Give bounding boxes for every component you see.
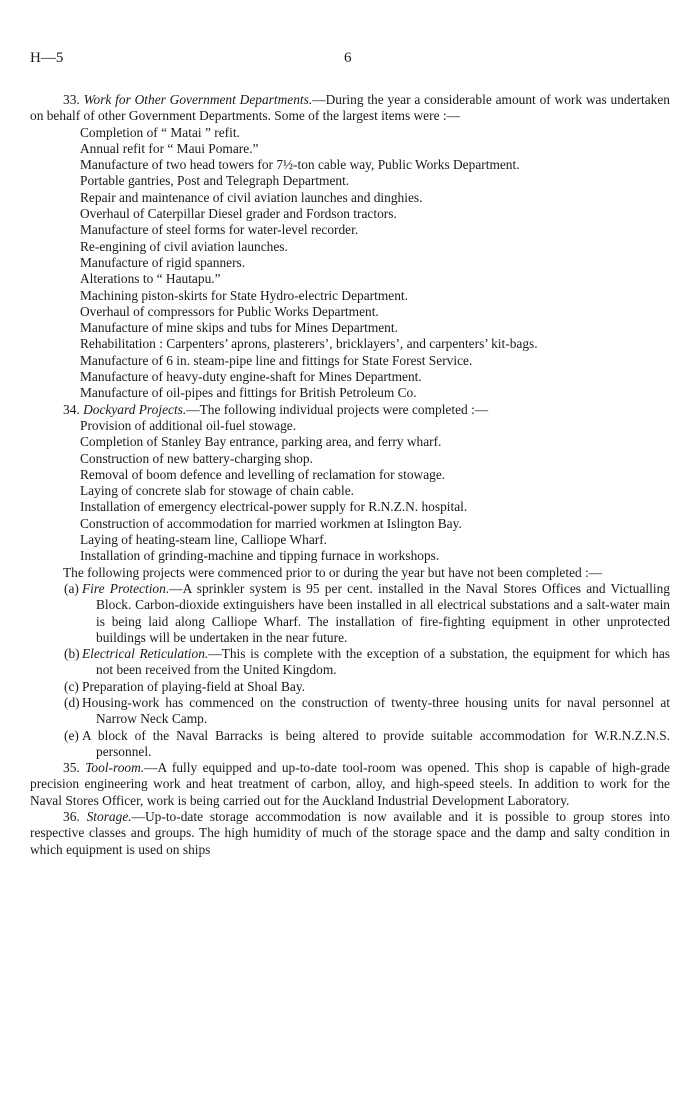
section-34-item-list — [30, 418, 670, 565]
list-item — [30, 141, 670, 157]
item-label: (e) — [64, 727, 79, 743]
incomplete-project-item — [30, 728, 670, 761]
list-item — [30, 173, 670, 189]
section-35-paragraph — [30, 760, 670, 809]
list-item — [30, 125, 670, 141]
section-36-paragraph — [30, 809, 670, 858]
item-content — [82, 646, 670, 679]
list-item — [30, 418, 670, 434]
incomplete-projects-list — [30, 581, 670, 760]
report-code: H—5 — [30, 50, 64, 66]
section-34-number: 34. — [63, 401, 80, 417]
section-33-heading: Work for Other Government Departments. — [83, 92, 313, 107]
incomplete-project-item — [30, 581, 670, 646]
item-text: —This is complete with the exception of a substation, the equipment for which has not been received from the United Kingdom. — [96, 646, 670, 678]
list-item — [30, 304, 670, 320]
list-item — [30, 336, 670, 352]
list-item — [30, 483, 670, 499]
list-item-text: Annual refit for “ Maui Pomare.” — [80, 140, 259, 156]
section-35-text: —A fully equipped and up-to-date tool-room was opened. This shop is capable of high-grade precision engineering work and heat treatment of carbon, alloy, and high-speed steels. In addition to work for the Naval Stores Officer, work is being carried out for the Auckland Industrial Development Laboratory. — [30, 760, 670, 808]
item-label: (b) — [64, 646, 80, 662]
list-item — [30, 548, 670, 564]
list-item — [30, 532, 670, 548]
item-heading: Electrical Reticulation. — [82, 646, 209, 662]
list-item — [30, 288, 670, 304]
list-item — [30, 239, 670, 255]
item-content — [82, 581, 670, 646]
list-item-text: Manufacture of mine skips and tubs for Mines Department. — [80, 320, 398, 336]
item-content — [82, 695, 670, 728]
section-33-paragraph — [30, 92, 670, 125]
section-35-number: 35. — [63, 760, 80, 776]
section-33-number: 33. — [63, 92, 80, 107]
list-item — [30, 190, 670, 206]
list-item-text: Alterations to “ Hautapu.” — [80, 271, 221, 287]
list-item — [30, 499, 670, 515]
section-36-number: 36. — [63, 809, 80, 825]
section-34-heading: Dockyard Projects. — [83, 401, 187, 417]
list-item-text: Portable gantries, Post and Telegraph Department. — [80, 173, 350, 189]
list-item — [30, 434, 670, 450]
list-item — [30, 516, 670, 532]
section-36-heading: Storage. — [86, 809, 132, 825]
list-item — [30, 255, 670, 271]
item-text: A block of the Naval Barracks is being altered to provide suitable accommodation for W.R.N.Z.N.S. personnel. — [82, 727, 670, 759]
list-item-text: Laying of concrete slab for stowage of chain cable. — [80, 483, 355, 499]
list-item-text: Manufacture of 6 in. steam-pipe line and fittings for State Forest Service. — [80, 352, 473, 368]
list-item-text: Completion of Stanley Bay entrance, parking area, and ferry wharf. — [80, 434, 442, 450]
list-item-text: Manufacture of rigid spanners. — [80, 254, 246, 270]
list-item-text: Repair and maintenance of civil aviation launches and dinghies. — [80, 189, 423, 205]
list-item-text: Manufacture of steel forms for water-level recorder. — [80, 222, 359, 238]
section-36-text: —Up-to-date storage accommodation is now available and it is possible to group stores into respective classes and groups. The high humidity of much of the storage space and the damp and salty condition in which equipment is used on ships — [30, 809, 670, 857]
list-item — [30, 385, 670, 401]
item-text: —A sprinkler system is 95 per cent. installed in the Naval Stores Offices and Victualling Block. Carbon-dioxide extinguishers have been installed in all electrical substations and a salt-water main is being laid along Calliope Wharf. The installation of fire-fighting equipment in other unprotected buildings will be undertaken in the near future. — [96, 580, 670, 645]
list-item-text: Removal of boom defence and levelling of reclamation for stowage. — [80, 466, 446, 482]
list-item — [30, 353, 670, 369]
list-item — [30, 206, 670, 222]
section-35-heading: Tool-room. — [85, 760, 145, 776]
list-item — [30, 157, 670, 173]
list-item — [30, 271, 670, 287]
list-item-text: Completion of “ Matai ” refit. — [80, 124, 240, 140]
page-number: 6 — [344, 50, 352, 66]
list-item-text: Re-engining of civil aviation launches. — [80, 238, 288, 254]
list-item — [30, 451, 670, 467]
list-item-text: Installation of grinding-machine and tipping furnace in workshops. — [80, 548, 440, 564]
item-heading: Fire Protection. — [82, 580, 170, 596]
list-item-text: Overhaul of compressors for Public Works Department. — [80, 303, 379, 319]
list-item-text: Provision of additional oil-fuel stowage. — [80, 417, 297, 433]
list-item — [30, 467, 670, 483]
incomplete-projects-intro: The following projects were commenced prior to or during the year but have not been completed :— — [63, 564, 603, 580]
list-item-text: Construction of new battery-charging shop. — [80, 450, 313, 466]
section-33-item-list — [30, 125, 670, 402]
section-34-paragraph — [30, 402, 670, 418]
section-33-text: —During the year a considerable amount of work was undertaken on behalf of other Government Departments. Some of the largest items were :— — [30, 92, 670, 124]
item-content — [82, 679, 670, 695]
list-item — [30, 222, 670, 238]
list-item-text: Manufacture of two head towers for 7½-ton cable way, Public Works Department. — [80, 157, 520, 173]
list-item-text: Rehabilitation : Carpenters’ aprons, plasterers’, bricklayers’, and carpenters’ kit-bags. — [80, 336, 538, 352]
list-item-text: Construction of accommodation for married workmen at Islington Bay. — [80, 515, 462, 531]
incomplete-project-item — [30, 679, 670, 695]
list-item-text: Manufacture of heavy-duty engine-shaft for Mines Department. — [80, 369, 422, 385]
incomplete-project-item — [30, 695, 670, 728]
item-label: (a) — [64, 580, 79, 596]
list-item-text: Overhaul of Caterpillar Diesel grader and Fordson tractors. — [80, 206, 397, 222]
list-item-text: Installation of emergency electrical-power supply for R.N.Z.N. hospital. — [80, 499, 468, 515]
item-text: Preparation of playing-field at Shoal Bay. — [82, 678, 305, 694]
item-label: (c) — [64, 678, 79, 694]
list-item-text: Manufacture of oil-pipes and fittings for British Petroleum Co. — [80, 385, 417, 401]
page-body — [30, 92, 670, 858]
list-item — [30, 369, 670, 385]
item-content — [82, 728, 670, 761]
section-34-text: —The following individual projects were completed :— — [186, 401, 489, 417]
item-label: (d) — [64, 694, 80, 710]
item-text: Housing-work has commenced on the construction of twenty-three housing units for naval personnel at Narrow Neck Camp. — [82, 694, 670, 727]
incomplete-project-item — [30, 646, 670, 679]
list-item-text: Laying of heating-steam line, Calliope Wharf. — [80, 532, 328, 548]
list-item-text: Machining piston-skirts for State Hydro-electric Department. — [80, 287, 408, 303]
list-item — [30, 320, 670, 336]
